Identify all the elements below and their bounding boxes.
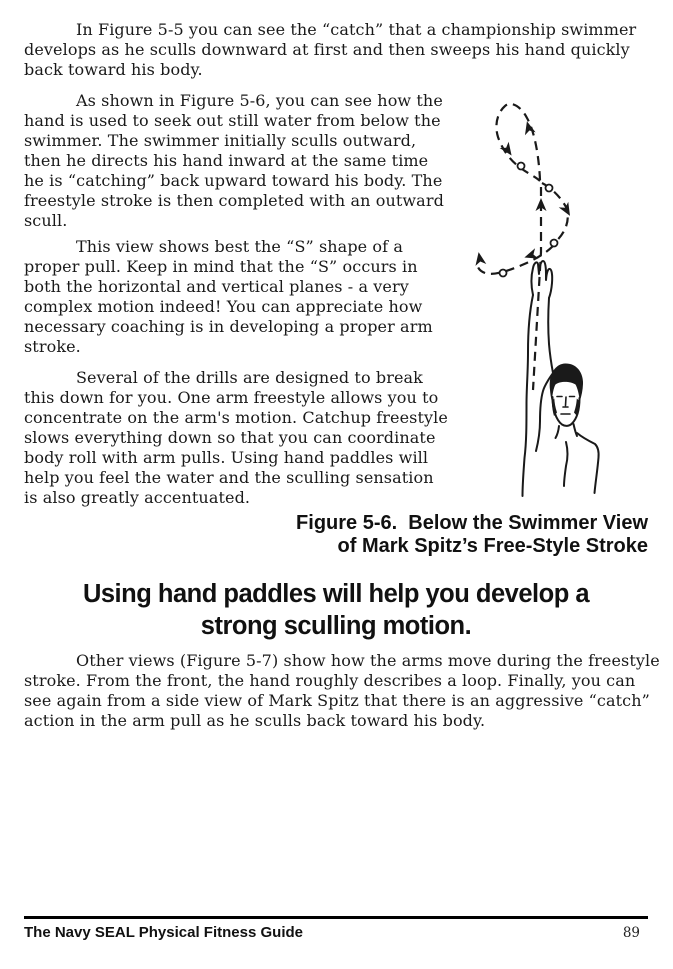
text-line: of Mark Spitz’s Free-Style Stroke <box>337 535 648 557</box>
text-line: Using hand paddles will help you develop a <box>82 580 590 608</box>
footer-book-title: The Navy SEAL Physical Fitness Guide <box>24 924 303 941</box>
text-line: then he directs his hand inward at the same time <box>24 151 429 170</box>
arm-right-edge <box>548 298 553 373</box>
footer <box>24 924 648 941</box>
text-line: freestyle stroke is then completed with an outward <box>24 191 444 210</box>
text-line: stroke. From the front, the hand roughly describes a loop. Finally, you can <box>24 671 636 690</box>
text-line: back toward his body. <box>24 60 203 79</box>
text-line: In Figure 5-5 you can see the “catch” that a championship swimmer <box>76 20 637 39</box>
swimmer-sculling-illustration-svg <box>460 90 655 500</box>
figure-5-6-illustration <box>460 90 655 500</box>
text-line: Other views (Figure 5-7) show how the arms move during the freestyle <box>76 651 660 670</box>
text-line: he is “catching” back upward toward his body. The <box>24 171 443 190</box>
face-features <box>557 397 575 415</box>
page-number: 89 <box>622 925 640 941</box>
text-line: proper pull. Keep in mind that the “S” occurs in <box>24 257 418 276</box>
text-line: Figure 5-6. Below the Swimmer View <box>296 512 648 534</box>
text-line: necessary coaching is in developing a proper arm <box>24 317 433 336</box>
text-line: action in the arm pull as he sculls back toward his body. <box>24 711 486 730</box>
hair <box>550 363 583 416</box>
path-top-loop <box>496 104 540 181</box>
paragraph-other-views <box>24 651 660 731</box>
path-through-arm <box>533 187 541 390</box>
chest-line <box>564 442 568 486</box>
text-line: this down for you. One arm freestyle allows you to <box>24 388 439 407</box>
text-line: strong sculling motion. <box>200 612 472 640</box>
text-line: This view shows best the “S” shape of a <box>76 237 404 256</box>
text-line: is also greatly accentuated. <box>24 488 251 507</box>
text-line: hand is used to seek out still water from below the <box>24 111 441 130</box>
shoulder-right-line <box>577 433 599 493</box>
path-point-3 <box>551 240 558 247</box>
text-line: concentrate on the arm's motion. Catchup freestyle <box>24 408 448 427</box>
path-point-2 <box>546 185 553 192</box>
swimmer-drawing <box>523 261 599 496</box>
figure-caption <box>24 512 648 558</box>
arrow-hook-up <box>473 251 486 266</box>
footer-rule <box>24 916 648 919</box>
arrow-sweep-left <box>523 248 539 262</box>
text-line: see again from a side view of Mark Spitz that there is an aggressive “catch” <box>24 691 650 710</box>
text-line: swimmer. The swimmer initially sculls outward, <box>24 131 417 150</box>
arrow-loop-left-down <box>500 142 516 159</box>
text-line: Several of the drills are designed to break <box>76 368 423 387</box>
arrow-bulge-down <box>559 202 575 219</box>
hand-outline <box>532 261 553 298</box>
nose <box>563 397 568 407</box>
paragraph-catch-intro <box>24 20 648 80</box>
path-direction-arrows <box>473 120 575 266</box>
text-line: complex motion indeed! You can appreciate how <box>24 297 423 316</box>
text-line: help you feel the water and the sculling sensation <box>24 468 434 487</box>
arm-left-edge <box>523 295 534 496</box>
path-point-4 <box>500 270 507 277</box>
text-line: develops as he sculls downward at first and then sweeps his hand quickly <box>24 40 630 59</box>
section-heading <box>24 578 648 642</box>
path-point-1 <box>518 163 525 170</box>
text-line: stroke. <box>24 337 81 356</box>
text-line: both the horizontal and vertical planes - a very <box>24 277 409 296</box>
text-line: slows everything down so that you can coordinate <box>24 428 436 447</box>
text-line: scull. <box>24 211 68 230</box>
path-right-bulge <box>542 183 568 243</box>
text-line: As shown in Figure 5-6, you can see how the <box>76 91 443 110</box>
path-sample-points <box>500 163 558 277</box>
text-line: body roll with arm pulls. Using hand paddles will <box>24 448 429 467</box>
